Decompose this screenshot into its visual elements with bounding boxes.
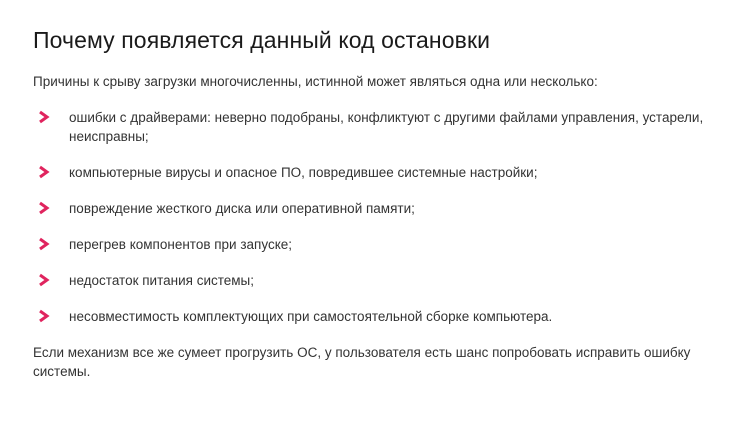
list-item-text: недостаток питания системы; [69,273,255,288]
chevron-right-icon [37,309,51,323]
chevron-right-icon [37,110,51,124]
page-title: Почему появляется данный код остановки [33,27,491,53]
list-item-text: повреждение жесткого диска или оперативной памяти; [69,201,415,216]
outro-paragraph: Если механизм все же сумеет прогрузить ОС, у пользователя есть шанс попробовать исправить ошибку системы. [33,345,691,379]
list-item [33,199,723,218]
chevron-right-icon [37,273,51,287]
list-item-text: несовместимость комплектующих при самостоятельной сборке компьютера. [69,309,553,324]
list-item [33,307,723,326]
list-item-text: ошибки с драйверами: неверно подобраны, конфликтуют с другими файлами управления, устарели, неисправны; [69,110,704,144]
list-item [33,235,723,254]
list-item [33,271,723,290]
chevron-right-icon [37,237,51,251]
list-item [33,108,723,146]
chevron-right-icon [37,201,51,215]
list-item [33,163,723,182]
article [33,24,723,381]
reasons-list [33,108,723,326]
list-item-text: перегрев компонентов при запуске; [69,237,293,252]
list-item-text: компьютерные вирусы и опасное ПО, повредившее системные настройки; [69,165,538,180]
intro-paragraph: Причины к срыву загрузки многочисленны, истинной может являться одна или несколько: [33,74,598,89]
chevron-right-icon [37,165,51,179]
